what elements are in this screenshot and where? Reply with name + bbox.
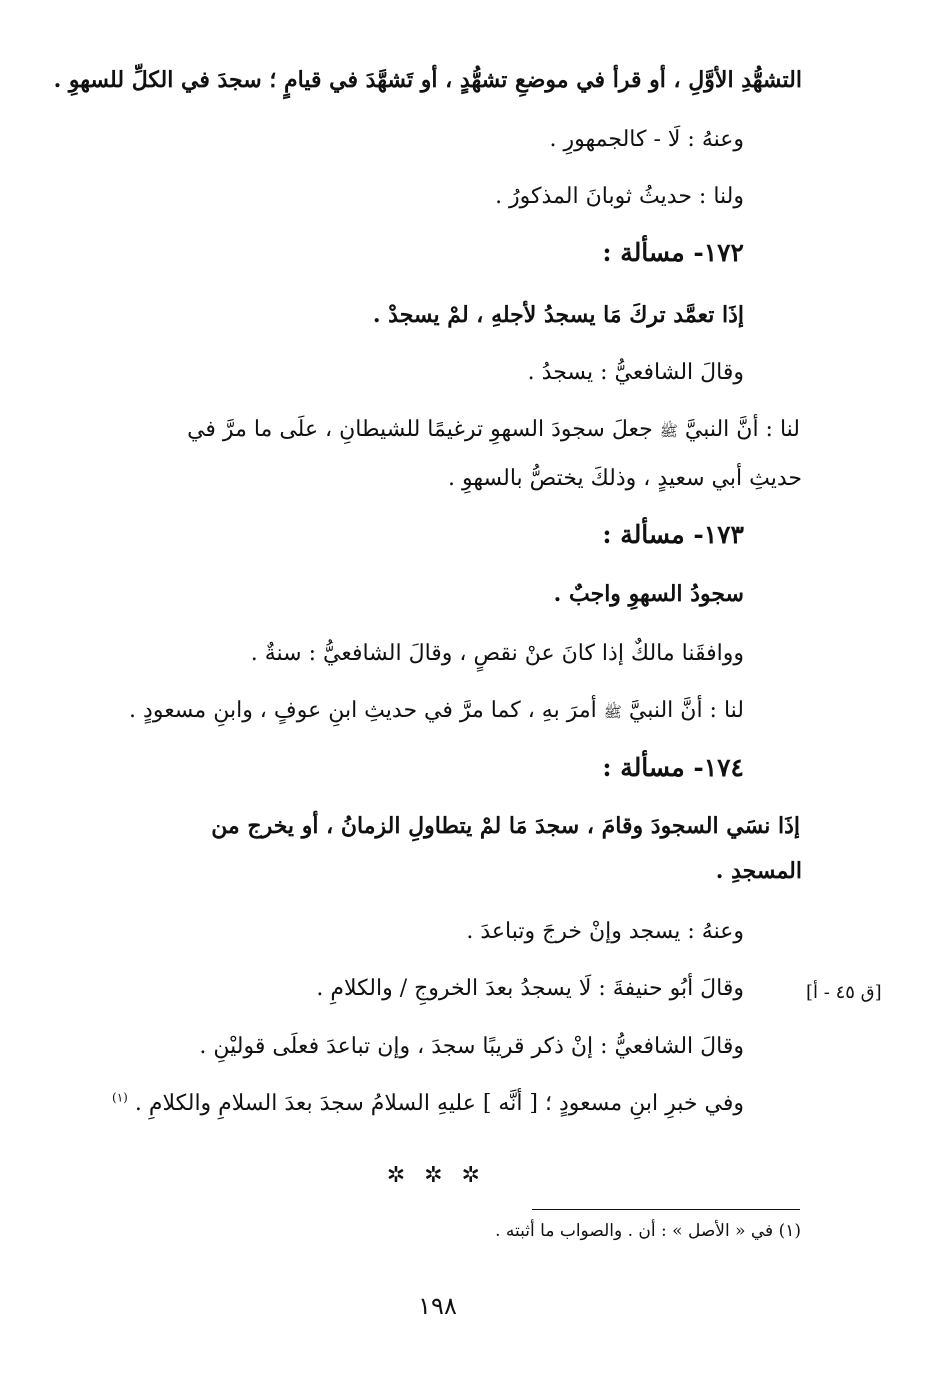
footnote-rule [532, 1209, 800, 1210]
section-heading: ١٧٢- مسألة : [602, 238, 744, 267]
text-line: ووافقَنا مالكٌ إذا كانَ عنْ نقصٍ ، وقالَ الشافعيُّ : سنةٌ . [250, 641, 744, 666]
text-line [129, 697, 744, 726]
salutation-symbol: ﷺ [659, 422, 678, 440]
rule-statement: المسجدِ . [715, 858, 802, 884]
text-fragment: وفي خبرِ ابنِ مسعودٍ ؛ [ أنَّه ] عليهِ السلامُ سجدَ بعدَ السلامِ والكلامِ . [134, 1091, 744, 1116]
footnote: (١) في « الأصل » : أن . والصواب ما أثبته . [495, 1221, 801, 1241]
text-line [187, 416, 800, 445]
text-line: وعنهُ : يسجد وإنْ خرجَ وتباعدَ . [466, 919, 744, 944]
section-heading: ١٧٤- مسألة : [602, 753, 744, 782]
text-line: وقالَ الشافعيُّ : يسجدُ . [527, 360, 744, 385]
text-line: وعنهُ : لَا - كالجمهورِ . [549, 127, 744, 152]
section-heading: ١٧٣- مسألة : [602, 520, 744, 549]
text-line: ولنا : حديثُ ثوبانَ المذكورُ . [495, 184, 744, 209]
text-fragment: جعلَ سجودَ السهوِ ترغيمًا للشيطانِ ، علَى ما مرَّ في [187, 417, 653, 442]
text-line [112, 1090, 744, 1119]
text-fragment: لنا : أنَّ النبيَّ [628, 698, 744, 723]
text-line: وقالَ الشافعيُّ : إنْ ذكر قريبًا سجدَ ، وإن تباعدَ فعلَى قوليْنِ . [199, 1034, 744, 1059]
text-line: حديثِ أبي سعيدٍ ، وذلكَ يختصُّ بالسهوِ . [448, 466, 802, 491]
salutation-symbol: ﷺ [603, 703, 622, 721]
section-separator: ✲ ✲ ✲ [386, 1163, 486, 1188]
text-fragment: لنا : أنَّ النبيَّ [684, 417, 800, 442]
rule-statement: إذَا نسَي السجودَ وقامَ ، سجدَ مَا لمْ يتطاولِ الزمانُ ، أو يخرج من [211, 813, 800, 839]
rule-statement: سجودُ السهوِ واجبٌ . [553, 581, 744, 607]
page-number: ١٩٨ [418, 1292, 457, 1320]
footnote-marker: (١) [112, 1090, 128, 1105]
rule-statement: إذَا تعمَّد تركَ مَا يسجدُ لأجلهِ ، لمْ يسجدْ . [372, 302, 744, 328]
text-line: وقالَ أبُو حنيفةَ : لَا يسجدُ بعدَ الخروجِ / والكلامِ . [316, 976, 744, 1001]
text-line: التشهُّدِ الأوَّلِ ، أو قرأ في موضعِ تشهُّدٍ ، أو تَشهَّدَ في قيامٍ ؛ سجدَ في الكلِّ للسهوِ . [53, 67, 802, 93]
text-fragment: أمرَ بهِ ، كما مرَّ في حديثِ ابنِ عوفٍ ، وابنِ مسعودٍ . [129, 698, 597, 723]
manuscript-folio-note: [ق ٤٥ - أ] [806, 982, 882, 1003]
